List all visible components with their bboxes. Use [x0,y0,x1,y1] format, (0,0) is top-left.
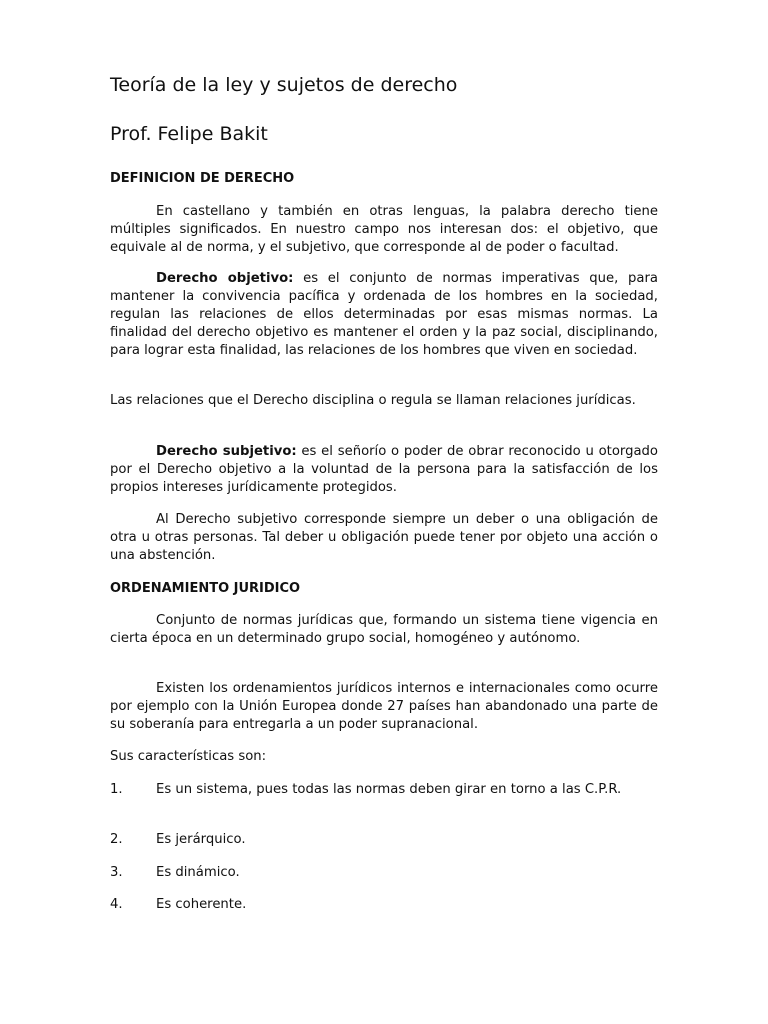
paragraph-derecho-subjetivo [110,443,658,497]
term-derecho-objetivo: Derecho objetivo: [156,271,294,286]
paragraph-derecho-objetivo [110,270,658,360]
document-author: Prof. Felipe Bakit [110,123,268,145]
list-item-number: 4. [110,897,123,912]
list-item-text: Es un sistema, pues todas las normas deben girar en torno a las C.P.R. [156,782,622,797]
paragraph-relaciones-juridicas: Las relaciones que el Derecho disciplina o regula se llaman relaciones jurídicas. [110,393,636,408]
definition-derecho-subjetivo: es el señorío o poder de obrar reconocido u otorgado por el Derecho objetivo a la voluntad de la persona para la satisfacción de los propios intereses jurídicamente protegidos. [110,444,658,495]
paragraph-definicion-intro: En castellano y también en otras lenguas, la palabra derecho tiene múltiples significados. En nuestro campo nos interesan dos: el objetivo, que equivale al de norma, y el subjetivo, que corresponde al de poder o facultad. [110,204,658,255]
term-derecho-subjetivo: Derecho subjetivo: [156,444,297,459]
section-heading-ordenamiento: ORDENAMIENTO JURIDICO [110,581,301,596]
list-item-number: 1. [110,782,123,797]
paragraph-ordenamiento-definicion: Conjunto de normas jurídicas que, formando un sistema tiene vigencia en cierta época en un determinado grupo social, homogéneo y autónomo. [110,613,658,646]
document-title: Teoría de la ley y sujetos de derecho [110,74,458,96]
section-heading-definicion: DEFINICION DE DERECHO [110,171,295,186]
definition-derecho-objetivo: es el conjunto de normas imperativas que, para mantener la convivencia pacífica y ordenada de los hombres en la sociedad, regulan las relaciones de ellos determinadas por esas mismas normas. La finalidad del derecho objetivo es mantener el orden y la paz social, disciplinando, para lograr esta finalidad, las relaciones de los hombres que viven en sociedad. [110,271,658,358]
list-item-number: 2. [110,832,123,847]
paragraph-deber-obligacion: Al Derecho subjetivo corresponde siempre un deber o una obligación de otra u otras personas. Tal deber u obligación puede tener por objeto una acción o una abstención. [110,512,658,563]
list-item [110,831,658,849]
list-item [110,864,658,882]
list-item-number: 3. [110,865,123,880]
list-item-text: Es dinámico. [156,865,240,880]
list-item-text: Es jerárquico. [156,832,246,847]
paragraph-ordenamientos-internos: Existen los ordenamientos jurídicos internos e internacionales como ocurre por ejemplo con la Unión Europea donde 27 países han abandonado una parte de su soberanía para entregarla a un poder supranacional. [110,681,658,732]
list-item [110,781,658,799]
list-item-text: Es coherente. [156,897,247,912]
paragraph-caracteristicas: Sus características son: [110,749,267,764]
list-item [110,896,658,914]
